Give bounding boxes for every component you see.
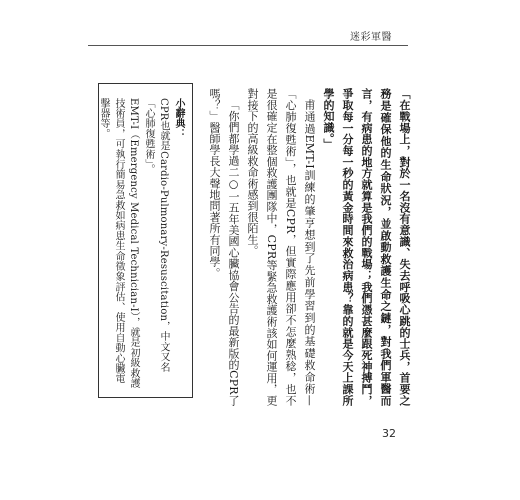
glossary-entry-cpr: CPR也就是Cardio-Pulmonary-Resuscitation，中文又名「心肺復甦術」。	[143, 98, 169, 373]
glossary-box	[98, 83, 193, 398]
paragraph-1: 甫通過EMT-I訓練的肇亨想到了先前學習到的基礎救命術—「心肺復甦術」，也就是CPR，但實際應用卻不怎麼熟稔，也不是很確定在整個救護團隊中，CPR等緊急救護術該如何運用，更對接下的高級救命術感到很陌生。	[246, 88, 316, 406]
paragraph-2: 「你們都學過二○一五年美國心臟協會公告的最新版的CPR了嗎？」醫師學長大聲地問著所有同學。	[208, 88, 240, 406]
running-header-title: 迷彩軍醫	[350, 32, 392, 43]
glossary-content	[96, 98, 186, 390]
glossary-heading: 小辭典：	[173, 98, 184, 139]
main-body-text	[205, 88, 414, 406]
header-divider	[88, 45, 408, 46]
glossary-entry-emt: EMT-I（Emergency Medical Technician-I），就是初級救護技術員，可執行簡易急救如病患生命徵象評估、使用自動心臟電擊器等。	[98, 98, 139, 389]
opening-quote: 「在戰場上，對於一名沒有意識、失去呼吸心跳的士兵，首要之務是確保他的生命狀況，並啟動救護生命之鏈，對我們軍醫而言，有病患的地方就算是我們的戰場；我們憑甚麼跟死神搏鬥，爭取每一分每一秒的黃金時間來救治病患？靠的就是今天上課所學的知識。」	[322, 88, 411, 406]
page-number: 32	[382, 427, 396, 440]
